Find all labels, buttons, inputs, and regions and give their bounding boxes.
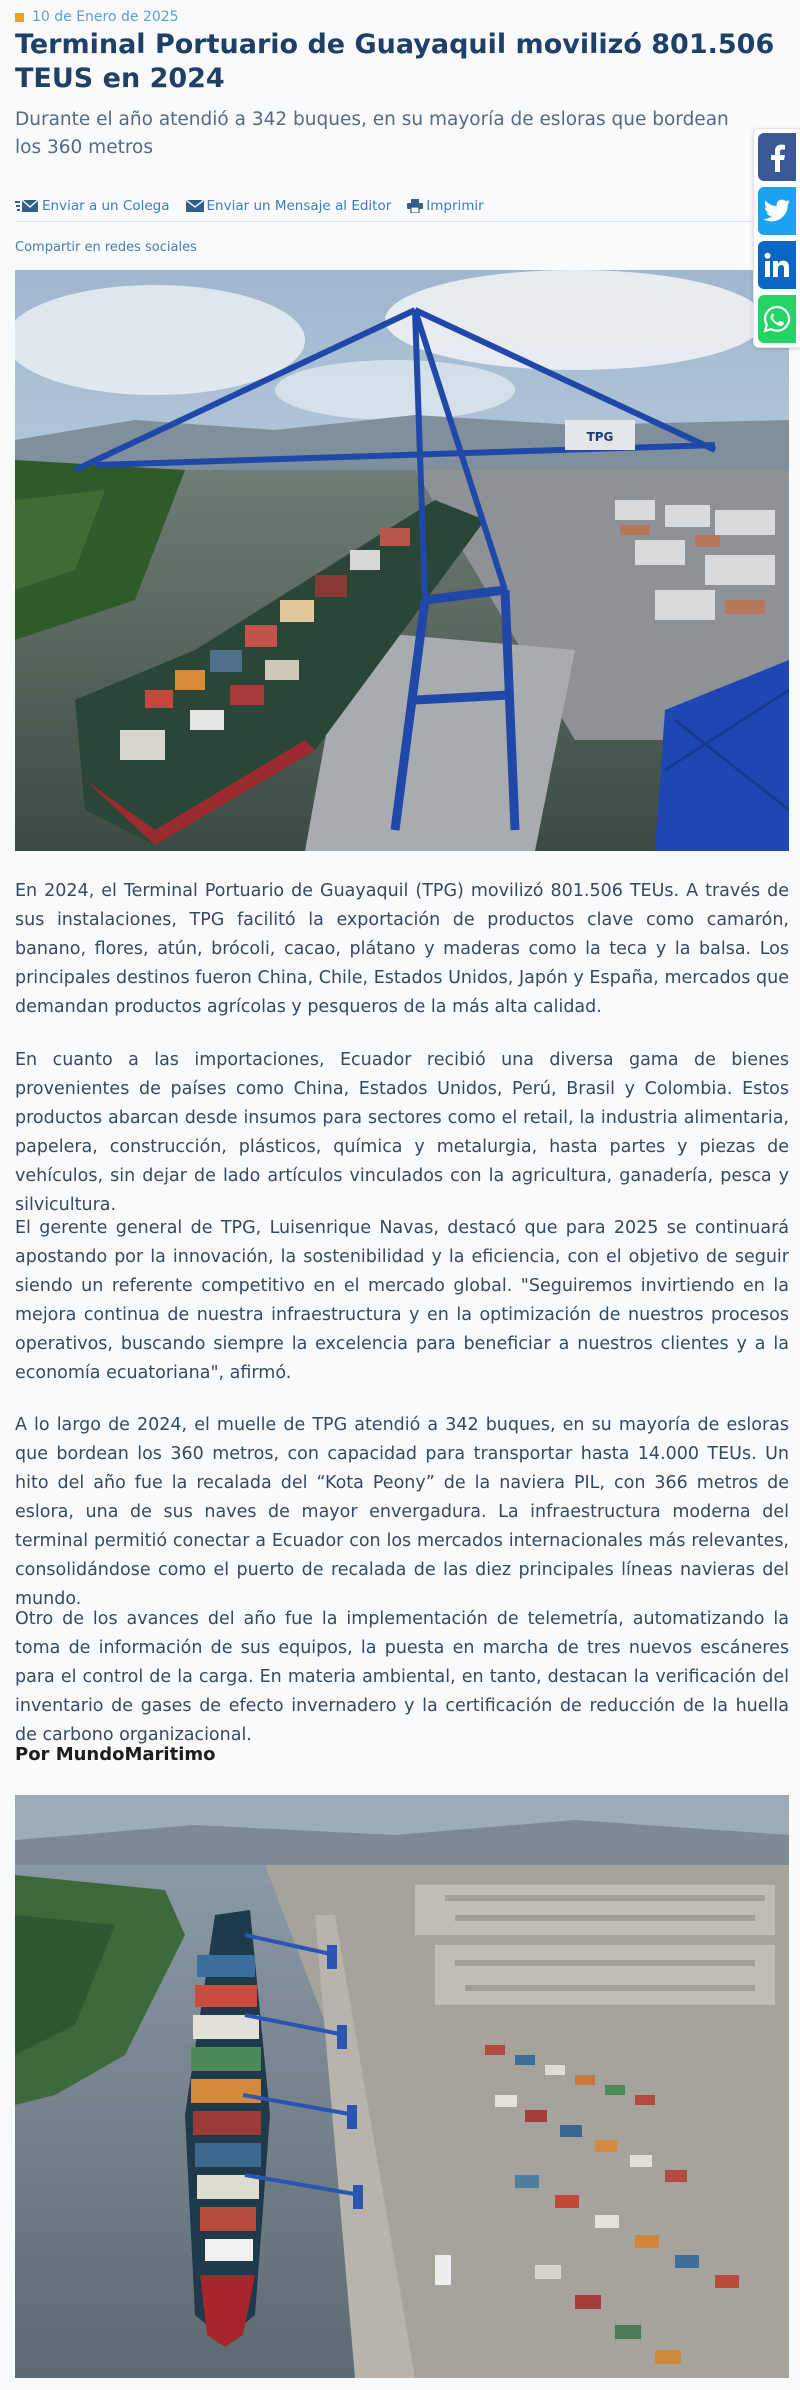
linkedin-share-button[interactable] [758, 241, 796, 289]
envelope-icon [186, 199, 204, 213]
article-paragraph: En 2024, el Terminal Portuario de Guayaquil (TPG) movilizó 801.506 TEUs. A través de sus instalaciones, TPG facilitó la exportación de productos clave como camarón, banano, flores, atún, brócoli, cacao, plátano y maderas como la teca y la balsa. Los principales destinos fueron China, Chile, Estados Unidos, Japón y España, mercados que demandan productos agrícolas y pesqueros de la más alta calidad. [15, 881, 789, 1017]
tools-divider [15, 221, 789, 222]
linkedin-icon [764, 252, 790, 278]
message-editor-label: Enviar un Mensaje al Editor [206, 198, 392, 214]
print-link[interactable] [407, 198, 483, 214]
article-byline: Por MundoMaritimo [15, 1744, 216, 1765]
twitter-icon [763, 199, 791, 223]
print-label: Imprimir [426, 198, 484, 214]
article-paragraph: A lo largo de 2024, el muelle de TPG atendió a 342 buques, en su mayoría de esloras que bordean los 360 metros, con capacidad para transportar hasta 14.000 TEUs. Un hito del año fue la recalada del “Kota Peony” de la naviera PIL, con 366 metros de eslora, una de sus naves de mayor envergadura. La infraestructura moderna del terminal permitió conectar a Ecuador con los mercados internacionales más relevantes, consolidándose como el puerto de recalada de las diez principales líneas navieras del mundo. [15, 1415, 789, 1609]
facebook-share-button[interactable] [758, 133, 796, 181]
date-marker-icon [15, 13, 24, 22]
article-tools [15, 194, 500, 218]
article-subtitle: Durante el año atendió a 342 buques, en su mayoría de esloras que bordean los 360 metros [15, 109, 729, 158]
article-title: Terminal Portuario de Guayaquil movilizó 801.506 TEUS en 2024 [15, 29, 775, 94]
facebook-icon [764, 142, 790, 172]
article-paragraph: En cuanto a las importaciones, Ecuador recibió una diversa gama de bienes provenientes de países como China, Estados Unidos, Perú, Brasil y Colombia. Estos productos abarcan desde insumos para sectores como el retail, la industria alimentaria, papelera, construcción, plásticos, química y metalurgia, hasta partes y piezas de vehículos, sin dejar de lado artículos vinculados con la agricultura, ganadería, pesca y silvicultura. [15, 1050, 789, 1215]
article-paragraph: Otro de los avances del año fue la implementación de telemetría, automatizando la toma de información de sus equipos, la puesta en marcha de tres nuevos escáneres para el control de la carga. En materia ambiental, en tanto, destacan la verificación del inventario de gases de efecto invernadero y la certificación de reducción de la huella de carbono organizacional. [15, 1609, 789, 1745]
twitter-share-button[interactable] [758, 187, 796, 235]
port-aerial-photo [15, 1795, 789, 2378]
send-mail-icon [15, 199, 39, 213]
port-cranes-photo [15, 270, 789, 851]
message-editor-link[interactable] [186, 198, 392, 214]
social-share-bar [753, 128, 800, 348]
whatsapp-icon [763, 305, 791, 333]
crane-logo-text: TPG [586, 430, 614, 444]
article-paragraph: El gerente general de TPG, Luisenrique Navas, destacó que para 2025 se continuará apostando por la innovación, la sostenibilidad y la eficiencia, con el objetivo de seguir siendo un referente competitivo en el mercado global. "Seguiremos invirtiendo en la mejora continua de nuestra infraestructura y en la optimización de nuestros procesos operativos, buscando siempre la excelencia para beneficiar a nuestros clientes y a la economía ecuatoriana", afirmó. [15, 1218, 789, 1383]
article-date-row [15, 8, 179, 26]
send-to-colleague-link[interactable] [15, 198, 170, 214]
send-to-colleague-label: Enviar a un Colega [42, 198, 170, 214]
printer-icon [407, 199, 423, 213]
share-label: Compartir en redes sociales [15, 240, 197, 255]
whatsapp-share-button[interactable] [758, 295, 796, 343]
article-date: 10 de Enero de 2025 [32, 9, 179, 25]
